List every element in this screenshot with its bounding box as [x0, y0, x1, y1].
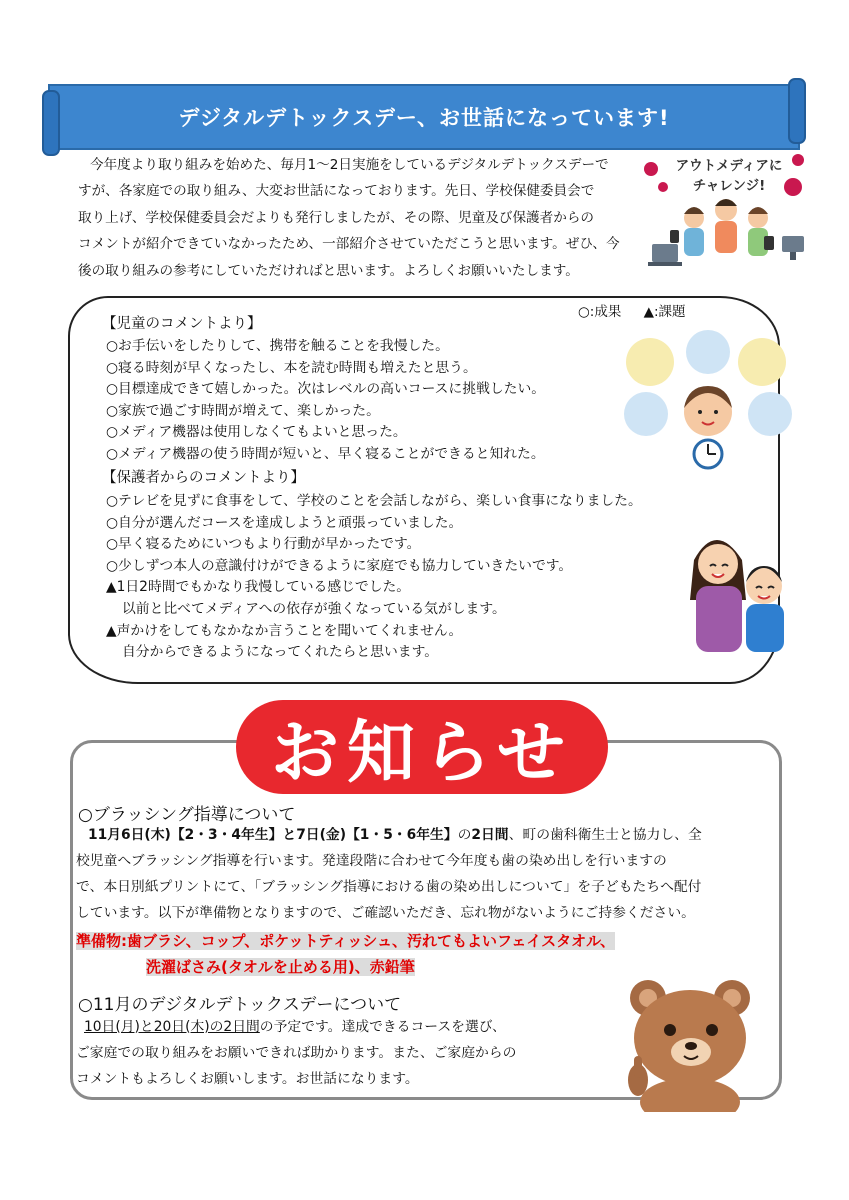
comment-item: ○お手伝いをしたりして、携帯を触ることを我慢した。 [106, 338, 449, 354]
comment-item: ○メディア機器は使用しなくてもよいと思った。 [106, 424, 407, 441]
detox-line1-rest: の予定です。達成できるコースを選び、 [259, 1019, 506, 1035]
caption-line: チャレンジ! [692, 178, 766, 194]
brushing-line1-rest: 、町の歯科衛生士と協力し、全 [508, 827, 702, 843]
intro-line: すが、各家庭での取り組み、大変お世話になっております。先日、学校保健委員会で [78, 183, 595, 200]
comment-item: ▲1日2時間でもかなり我慢している感じでした。 [106, 579, 411, 596]
comment-item: ○目標達成できて嬉しかった。次はレベルの高いコースに挑戦したい。 [106, 381, 546, 398]
comment-item: 以前と比べてメディアへの依存が強くなっている気がします。 [122, 600, 506, 617]
brushing-grades2: 【1・5・6年生】 [346, 827, 458, 843]
comment-item: 自分からできるようになってくれたらと思います。 [122, 644, 439, 661]
comment-item: ○少しずつ本人の意識付けができるように家庭でも協力していきたいです。 [106, 557, 573, 574]
comment-item: ○メディア機器の使う時間が短いと、早く寝ることができると知れた。 [106, 445, 545, 462]
items-list: 準備物:歯ブラシ、コップ、ポケットティッシュ、汚れてもよいフェイスタオル、 [76, 932, 615, 950]
detox-line2: ご家庭での取り組みをお願いできれば助かります。また、ご家庭からの [76, 1045, 517, 1061]
connector: と [282, 827, 297, 843]
items-line2 [146, 954, 415, 980]
legend-issue: ▲:課題 [643, 304, 686, 320]
intro-line: コメントが紹介できていなかったため、一部紹介させていただこうと思います。ぜひ、今 [78, 236, 620, 253]
intro-line: 今年度より取り組みを始めた、毎月1〜2日実施をしているデジタルデトックスデーで [90, 157, 609, 173]
detox-section-title: ○11月のデジタルデトックスデーについて [78, 995, 402, 1015]
ribbon-roll-left [42, 90, 60, 156]
legend [578, 300, 704, 320]
ribbon-roll-right [788, 78, 806, 144]
brushing-line1 [88, 822, 702, 848]
detox-line3: コメントもよろしくお願いします。お世話になります。 [76, 1071, 419, 1087]
intro-line: 取り上げ、学校保健委員会だよりも発行しましたが、その際、児童及び保護者からの [78, 209, 595, 226]
notice-banner [236, 700, 608, 794]
connector: の [457, 827, 472, 843]
comment-item: ○家族で過ごす時間が増えて、楽しかった。 [106, 402, 380, 419]
brushing-line2: 校児童へブラッシング指導を行います。発達段階に合わせて今年度も歯の染め出しを行いますの [76, 853, 667, 869]
brushing-date1: 11月6日(木) [88, 827, 171, 843]
detox-dates: 10日(月)と20日(木)の2日間 [84, 1019, 260, 1035]
intro-line: 後の取り組みの参考にしていただければと思います。よろしくお願いいたします。 [78, 262, 579, 279]
items-list: 洗濯ばさみ(タオルを止める用)、赤鉛筆 [146, 958, 415, 976]
brushing-date2: 7日(金) [296, 827, 347, 843]
caption-line: アウトメディアに [675, 158, 783, 174]
comment-item: ○寝る時刻が早くなったし、本を読む時間も増えたと思う。 [106, 359, 477, 376]
comment-item: ○テレビを見ずに食事をして、学校のことを会話しながら、楽しい食事になりました。 [106, 493, 642, 509]
clock-activities-illustration [620, 330, 800, 470]
parents-comments [106, 491, 642, 664]
parents-heading: 【保護者からのコメントより】 [102, 470, 305, 486]
brushing-grades1: 【2・3・4年生】 [170, 827, 283, 843]
page-title: デジタルデトックスデー、お世話になっています! [178, 106, 670, 130]
comment-item: ○早く寝るためにいつもより行動が早かったです。 [106, 536, 421, 553]
children-comments [106, 336, 545, 466]
comment-item: ▲声かけをしてもなかなか言うことを聞いてくれません。 [106, 622, 463, 639]
items-line1 [76, 928, 615, 954]
legend-success: ○:成果 [578, 304, 622, 320]
brushing-section-title: ○ブラッシング指導について [78, 805, 296, 825]
intro-paragraph [78, 152, 634, 284]
children-heading: 【児童のコメントより】 [102, 316, 262, 332]
notice-banner-title: お知らせ [271, 713, 573, 793]
brushing-line4: しています。以下が準備物となりますので、ご確認いただき、忘れ物がないようにご持参ください。 [76, 905, 695, 921]
brushing-line3: で、本日別紙プリントにて、「ブラッシング指導における歯の染め出しについて」を子どもたちへ配付 [76, 879, 702, 895]
comment-item: ○自分が選んだコースを達成しようと頑張っていました。 [106, 514, 463, 531]
brushing-two-days: 2日間 [471, 827, 509, 843]
bear-mascot-illustration [612, 972, 762, 1112]
mother-child-illustration [684, 526, 794, 656]
title-ribbon [48, 84, 800, 150]
out-media-illustration [644, 152, 808, 280]
detox-line1 [84, 1014, 506, 1040]
family-devices-icon [644, 152, 808, 280]
